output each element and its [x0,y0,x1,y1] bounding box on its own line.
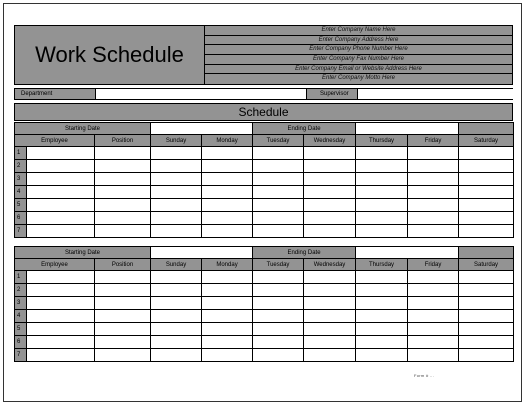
sunday-cell[interactable] [151,323,202,336]
wednesday-cell[interactable] [304,199,356,212]
employee-cell[interactable] [27,349,95,362]
table-row [15,147,514,160]
sunday-cell[interactable] [151,186,202,199]
col-wednesday: Wednesday [304,135,356,147]
employee-cell[interactable] [27,199,95,212]
col-position: Position [95,259,151,271]
employee-cell[interactable] [27,297,95,310]
saturday-cell[interactable] [459,323,514,336]
department-row [14,88,513,100]
tuesday-cell[interactable] [253,310,304,323]
friday-cell[interactable] [408,173,459,186]
sunday-cell[interactable] [151,284,202,297]
position-cell[interactable] [95,160,151,173]
table-row [15,349,514,362]
wednesday-cell[interactable] [304,225,356,238]
thursday-cell[interactable] [356,186,408,199]
friday-cell[interactable] [408,160,459,173]
monday-cell[interactable] [202,349,253,362]
department-field[interactable] [95,89,307,99]
thursday-cell[interactable] [356,147,408,160]
position-cell[interactable] [95,310,151,323]
tuesday-cell[interactable] [253,349,304,362]
tuesday-cell[interactable] [253,284,304,297]
table-row [15,173,514,186]
company-info [205,26,512,84]
thursday-cell[interactable] [356,310,408,323]
ending-date-label: Ending Date [253,247,356,259]
starting-date-field[interactable] [151,123,253,135]
saturday-cell[interactable] [459,310,514,323]
tuesday-cell[interactable] [253,173,304,186]
sunday-cell[interactable] [151,271,202,284]
saturday-cell[interactable] [459,173,514,186]
tuesday-cell[interactable] [253,199,304,212]
employee-cell[interactable] [27,160,95,173]
employee-cell[interactable] [27,186,95,199]
row-number: 1 [15,147,27,160]
table-row [15,271,514,284]
monday-cell[interactable] [202,225,253,238]
monday-cell[interactable] [202,297,253,310]
position-cell[interactable] [95,349,151,362]
sunday-cell[interactable] [151,212,202,225]
row-number: 2 [15,284,27,297]
saturday-cell[interactable] [459,271,514,284]
monday-cell[interactable] [202,186,253,199]
monday-cell[interactable] [202,173,253,186]
ending-date-field[interactable] [356,247,459,259]
monday-cell[interactable] [202,336,253,349]
row-number: 3 [15,173,27,186]
page-title: Work Schedule [15,26,205,84]
col-tuesday: Tuesday [253,135,304,147]
col-sunday: Sunday [151,135,202,147]
tuesday-cell[interactable] [253,147,304,160]
col-friday: Friday [408,259,459,271]
company-motto-field[interactable]: Enter Company Motto Here [321,75,396,82]
friday-cell[interactable] [408,349,459,362]
sunday-cell[interactable] [151,173,202,186]
table-row [15,297,514,310]
supervisor-label: Supervisor [320,91,349,97]
wednesday-cell[interactable] [304,160,356,173]
wednesday-cell[interactable] [304,212,356,225]
thursday-cell[interactable] [356,160,408,173]
employee-cell[interactable] [27,271,95,284]
position-cell[interactable] [95,212,151,225]
col-employee: Employee [15,259,95,271]
starting-date-label: Starting Date [15,123,151,135]
wednesday-cell[interactable] [304,271,356,284]
table-row [15,160,514,173]
department-label: Department [21,91,53,97]
ending-date-label: Ending Date [253,123,356,135]
ending-date-field[interactable] [356,123,459,135]
company-name-field[interactable]: Enter Company Name Here [205,26,512,36]
monday-cell[interactable] [202,199,253,212]
tuesday-cell[interactable] [253,323,304,336]
col-saturday: Saturday [459,259,514,271]
tuesday-cell[interactable] [253,271,304,284]
sunday-cell[interactable] [151,199,202,212]
table-row [15,212,514,225]
table-row [15,310,514,323]
sunday-cell[interactable] [151,349,202,362]
form-footer: Form # ... [414,373,435,378]
row-number: 3 [15,297,27,310]
saturday-cell[interactable] [459,212,514,225]
header-filler [459,247,514,259]
monday-cell[interactable] [202,284,253,297]
position-cell[interactable] [95,284,151,297]
wednesday-cell[interactable] [304,186,356,199]
friday-cell[interactable] [408,225,459,238]
sunday-cell[interactable] [151,160,202,173]
employee-cell[interactable] [27,310,95,323]
saturday-cell[interactable] [459,349,514,362]
sunday-cell[interactable] [151,336,202,349]
thursday-cell[interactable] [356,212,408,225]
friday-cell[interactable] [408,297,459,310]
row-number: 7 [15,225,27,238]
col-wednesday: Wednesday [304,259,356,271]
schedule-block-2 [14,246,514,362]
thursday-cell[interactable] [356,349,408,362]
col-position: Position [95,135,151,147]
sunday-cell[interactable] [151,147,202,160]
employee-cell[interactable] [27,173,95,186]
col-employee: Employee [15,135,95,147]
saturday-cell[interactable] [459,336,514,349]
friday-cell[interactable] [408,323,459,336]
wednesday-cell[interactable] [304,297,356,310]
position-cell[interactable] [95,199,151,212]
tuesday-cell[interactable] [253,297,304,310]
friday-cell[interactable] [408,212,459,225]
row-number: 1 [15,271,27,284]
position-cell[interactable] [95,186,151,199]
position-cell[interactable] [95,147,151,160]
schedule-block-1 [14,122,514,238]
tuesday-cell[interactable] [253,160,304,173]
monday-cell[interactable] [202,147,253,160]
wednesday-cell[interactable] [304,173,356,186]
row-number: 6 [15,212,27,225]
col-thursday: Thursday [356,135,408,147]
table-row [15,284,514,297]
friday-cell[interactable] [408,310,459,323]
col-tuesday: Tuesday [253,259,304,271]
friday-cell[interactable] [408,336,459,349]
wednesday-cell[interactable] [304,323,356,336]
column-header-row [15,259,514,271]
thursday-cell[interactable] [356,284,408,297]
monday-cell[interactable] [202,271,253,284]
row-number: 2 [15,160,27,173]
monday-cell[interactable] [202,212,253,225]
wednesday-cell[interactable] [304,310,356,323]
friday-cell[interactable] [408,284,459,297]
table-row [15,336,514,349]
column-header-row [15,135,514,147]
wednesday-cell[interactable] [304,284,356,297]
col-friday: Friday [408,135,459,147]
employee-cell[interactable] [27,212,95,225]
position-cell[interactable] [95,336,151,349]
sunday-cell[interactable] [151,297,202,310]
tuesday-cell[interactable] [253,186,304,199]
saturday-cell[interactable] [459,199,514,212]
row-number: 5 [15,323,27,336]
tuesday-cell[interactable] [253,225,304,238]
row-number: 5 [15,199,27,212]
thursday-cell[interactable] [356,271,408,284]
monday-cell[interactable] [202,310,253,323]
employee-cell[interactable] [27,323,95,336]
thursday-cell[interactable] [356,173,408,186]
col-sunday: Sunday [151,259,202,271]
employee-cell[interactable] [27,147,95,160]
saturday-cell[interactable] [459,284,514,297]
position-cell[interactable] [95,271,151,284]
position-cell[interactable] [95,173,151,186]
monday-cell[interactable] [202,323,253,336]
starting-date-label: Starting Date [15,247,151,259]
sunday-cell[interactable] [151,310,202,323]
saturday-cell[interactable] [459,297,514,310]
company-phone-field[interactable]: Enter Company Phone Number Here [205,45,512,55]
company-fax-field[interactable]: Enter Company Fax Number Here [205,55,512,65]
friday-cell[interactable] [408,199,459,212]
tuesday-cell[interactable] [253,336,304,349]
col-monday: Monday [202,259,253,271]
company-address-field[interactable]: Enter Company Address Here [205,36,512,46]
row-number: 4 [15,310,27,323]
col-thursday: Thursday [356,259,408,271]
employee-cell[interactable] [27,225,95,238]
sunday-cell[interactable] [151,225,202,238]
saturday-cell[interactable] [459,160,514,173]
monday-cell[interactable] [202,160,253,173]
company-email-field[interactable]: Enter Company Email or Website Address Here [205,65,512,75]
col-monday: Monday [202,135,253,147]
tuesday-cell[interactable] [253,212,304,225]
saturday-cell[interactable] [459,225,514,238]
supervisor-field[interactable] [357,89,513,99]
col-saturday: Saturday [459,135,514,147]
header-filler [459,123,514,135]
row-number: 6 [15,336,27,349]
position-cell[interactable] [95,323,151,336]
friday-cell[interactable] [408,147,459,160]
thursday-cell[interactable] [356,297,408,310]
starting-date-field[interactable] [151,247,253,259]
saturday-cell[interactable] [459,186,514,199]
thursday-cell[interactable] [356,199,408,212]
row-number: 7 [15,349,27,362]
wednesday-cell[interactable] [304,349,356,362]
thursday-cell[interactable] [356,323,408,336]
friday-cell[interactable] [408,186,459,199]
thursday-cell[interactable] [356,336,408,349]
schedule-heading: Schedule [14,103,513,121]
table-row [15,199,514,212]
employee-cell[interactable] [27,284,95,297]
friday-cell[interactable] [408,271,459,284]
position-cell[interactable] [95,225,151,238]
table-row [15,323,514,336]
table-row [15,186,514,199]
position-cell[interactable] [95,297,151,310]
table-row [15,225,514,238]
saturday-cell[interactable] [459,147,514,160]
employee-cell[interactable] [27,336,95,349]
wednesday-cell[interactable] [304,336,356,349]
row-number: 4 [15,186,27,199]
header [14,25,513,85]
thursday-cell[interactable] [356,225,408,238]
wednesday-cell[interactable] [304,147,356,160]
